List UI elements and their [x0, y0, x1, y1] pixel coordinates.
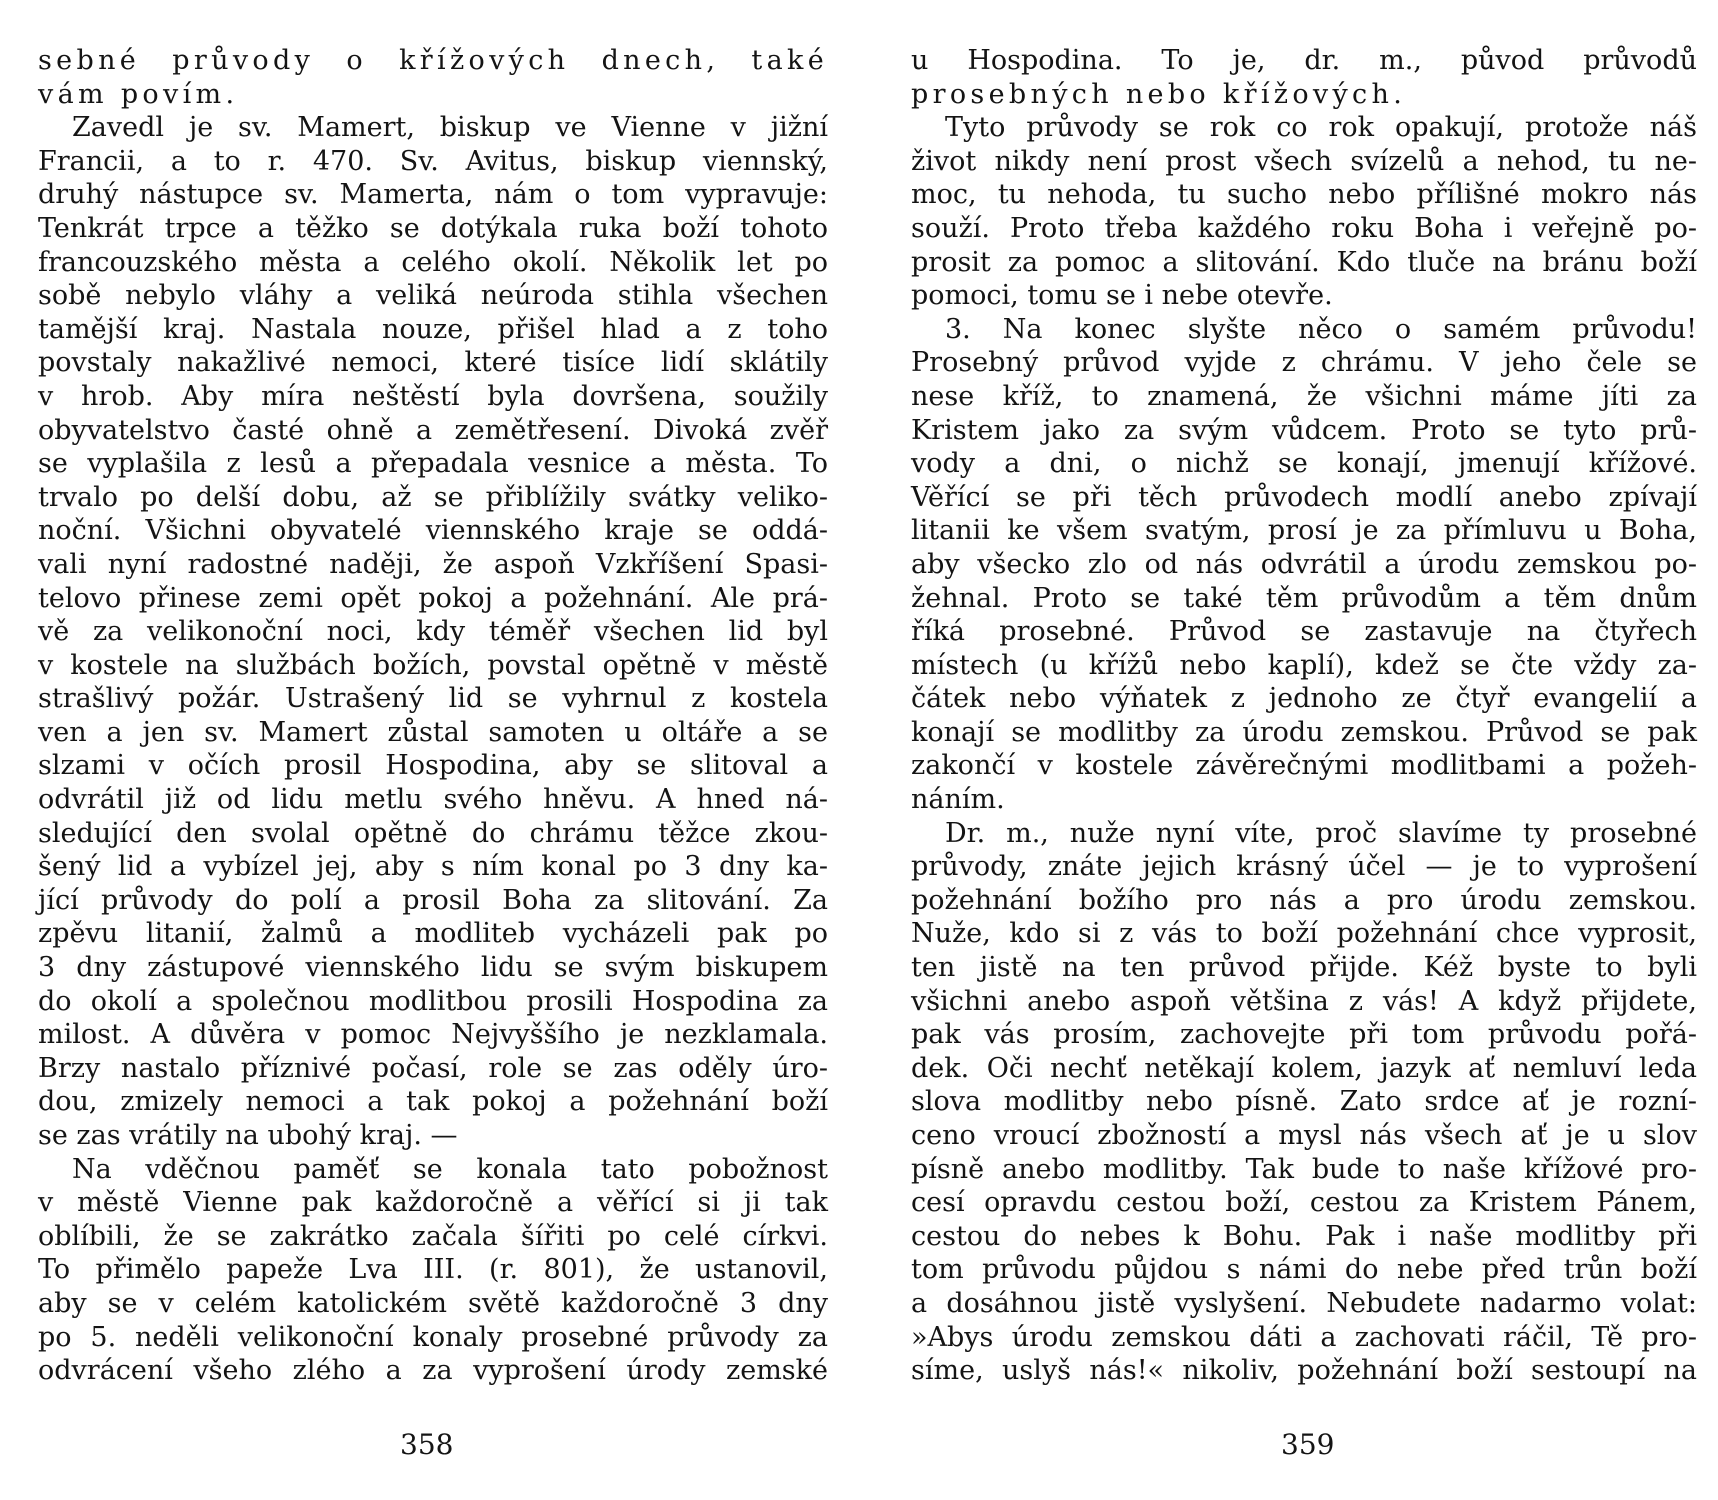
text-line: Tyto průvody se rok co rok opakují, protože náš	[945, 112, 1697, 144]
text-line: prosit za pomoc a slitování. Kdo tluče na bránu boží	[911, 246, 1697, 278]
page-number: 358	[400, 1428, 454, 1461]
text-line: jící průvody do polí a prosil Boha za slitování. Za	[38, 884, 828, 916]
text-line: vody a dni, o nichž se konají, jmenují křížové.	[911, 448, 1697, 480]
text-line: dek. Oči nechť netěkají kolem, jazyk ať nemluví leda	[911, 1052, 1697, 1084]
text-line: nese kříž, to znamená, že všichni máme jíti za	[911, 380, 1697, 412]
text-line: obyvatelstvo časté ohně a zemětřesení. Divoká zvěř	[38, 414, 828, 446]
text-line: To přimělo papeže Lva III. (r. 801), že ustanovil,	[38, 1254, 828, 1286]
text-line: milost. A důvěra v pomoc Nejvyššího je nezklamala.	[38, 1019, 828, 1051]
text-line: noční. Všichni obyvatelé viennského kraje se oddá-	[38, 515, 828, 547]
text-line: aby všecko zlo od nás odvrátil a úrodu zemskou po-	[911, 548, 1697, 580]
text-line: druhý nástupce sv. Mamerta, nám o tom vypravuje:	[38, 179, 828, 211]
text-line: vám povím.	[38, 78, 239, 110]
text-line: pomoci, tomu se i nebe otevře.	[911, 280, 1333, 312]
text-line: odvrácení všeho zlého a za vyprošení úrody zemské	[38, 1355, 828, 1387]
text-line: se vyplašila z lesů a přepadala vesnice a města. To	[38, 448, 828, 480]
text-line: v městě Vienne pak každoročně a věřící si ji tak	[38, 1187, 828, 1219]
text-line: místech (u křížů nebo kaplí), kdež se čte vždy za-	[911, 649, 1697, 681]
text-line: povstaly nakažlivé nemoci, které tisíce lidí sklátily	[38, 347, 828, 379]
text-line: se zas vrátily na ubohý kraj. —	[38, 1120, 458, 1151]
text-line: Brzy nastalo příznivé počasí, role se zas oděly úro-	[38, 1052, 828, 1084]
text-line: zpěvu litanií, žalmů a modliteb vycházeli pak po	[38, 918, 828, 950]
text-line: francouzského města a celého okolí. Několik let po	[38, 246, 828, 278]
text-line: 3. Na konec slyšte něco o samém průvodu!	[945, 313, 1697, 345]
right-page	[859, 0, 1718, 1500]
text-line: požehnání božího pro nás a pro úrodu zemskou.	[911, 884, 1697, 916]
text-line: náním.	[911, 784, 1005, 816]
text-line: ceno vroucí zbožností a mysl nás všech ať je u slov	[911, 1120, 1697, 1151]
text-line: oblíbili, že se zakrátko začala šířiti po celé církvi.	[38, 1220, 828, 1252]
text-line: ven a jen sv. Mamert zůstal samoten u oltáře a se	[38, 716, 828, 748]
text-line: trvalo po delší dobu, až se přiblížily svátky veliko-	[38, 481, 828, 513]
text-line: Dr. m., nuže nyní víte, proč slavíme ty prosebné	[945, 817, 1697, 849]
text-line: život nikdy není prost všech svízelů a nehod, tu ne-	[911, 145, 1697, 177]
text-line: říká prosebné. Průvod se zastavuje na čtyřech	[911, 616, 1697, 648]
text-line: a dosáhnou jistě vyslyšení. Nebudete nadarmo volat:	[911, 1287, 1697, 1319]
text-line: odvrátil již od lidu metlu svého hněvu. A hned ná-	[38, 784, 828, 816]
text-line: prosebných nebo křížových.	[911, 78, 1407, 110]
text-line: pak vás prosím, zachovejte při tom průvodu pořá-	[911, 1019, 1697, 1051]
text-line: Tenkrát trpce a těžko se dotýkala ruka boží tohoto	[38, 212, 828, 244]
text-line: dou, zmizely nemoci a tak pokoj a požehnání boží	[38, 1086, 828, 1118]
text-line: vě za velikonoční noci, kdy téměř všechen lid byl	[38, 616, 828, 648]
text-line: všichni anebo aspoň většina z vás! A když přijdete,	[911, 985, 1697, 1017]
text-line: zakončí v kostele závěrečnými modlitbami a požeh-	[911, 750, 1697, 782]
text-line: průvody, znáte jejich krásný účel — je to vyprošení	[911, 851, 1697, 883]
text-line: moc, tu nehoda, tu sucho nebo přílišné mokro nás	[911, 179, 1697, 211]
text-line: žehnal. Proto se také těm průvodům a těm dnům	[911, 582, 1697, 614]
text-line: Francii, a to r. 470. Sv. Avitus, biskup viennský,	[38, 145, 828, 177]
text-line: aby se v celém katolickém světě každoročně 3 dny	[38, 1287, 828, 1319]
text-line: slova modlitby nebo písně. Zato srdce ať je rozní-	[911, 1086, 1697, 1118]
text-line: telovo přinese zemi opět pokoj a požehnání. Ale prá-	[38, 582, 828, 614]
text-line: »Abys úrodu zemskou dáti a zachovati ráčil, Tě pro-	[911, 1321, 1697, 1353]
left-page-text	[38, 44, 828, 1388]
text-line: sobě nebylo vláhy a veliká neúroda stihla všechen	[38, 280, 828, 312]
text-line: vali nyní radostné naději, že aspoň Vzkříšení Spasi-	[38, 548, 828, 580]
text-line: litanii ke všem svatým, prosí je za přímluvu u Boha,	[911, 515, 1697, 547]
text-line: sledující den svolal opětně do chrámu těžce zkou-	[38, 817, 828, 849]
text-line: ten jistě na ten průvod přijde. Kéž byste to byli	[911, 952, 1697, 984]
text-line: cesí opravdu cestou boží, cestou za Kristem Pánem,	[911, 1187, 1697, 1219]
text-line: u Hospodina. To je, dr. m., původ průvodů	[911, 45, 1697, 76]
text-line: Věřící se při těch průvodech modlí anebo zpívají	[911, 481, 1697, 513]
text-line: Na vděčnou paměť se konala tato pobožnost	[72, 1153, 828, 1185]
text-line: sebné průvody o křížových dnech, také	[38, 45, 828, 76]
text-line: síme, uslyš nás!« nikoliv, požehnání boží sestoupí na	[911, 1355, 1697, 1387]
text-line: písně anebo modlitby. Tak bude to naše křížové pro-	[911, 1153, 1697, 1185]
text-line: šený lid a vybízel jej, aby s ním konal po 3 dny ka-	[38, 851, 828, 883]
text-line: tamější kraj. Nastala nouze, přišel hlad a z toho	[38, 313, 828, 345]
text-line: do okolí a společnou modlitbou prosili Hospodina za	[38, 985, 828, 1017]
text-line: 3 dny zástupové viennského lidu se svým biskupem	[38, 952, 828, 984]
text-line: po 5. neděli velikonoční konaly prosebné průvody za	[38, 1321, 828, 1353]
text-line: cestou do nebes k Bohu. Pak i naše modlitby při	[911, 1220, 1697, 1252]
text-line: čátek nebo výňatek z jednoho ze čtyř evangelií a	[911, 683, 1697, 715]
text-line: Zavedl je sv. Mamert, biskup ve Vienne v jižní	[72, 112, 828, 144]
text-line: v hrob. Aby míra neštěstí byla dovršena, soužily	[38, 380, 828, 412]
text-line: Nuže, kdo si z vás to boží požehnání chce vyprosit,	[911, 918, 1697, 950]
page-number: 359	[1281, 1428, 1335, 1461]
text-line: Prosebný průvod vyjde z chrámu. V jeho čele se	[911, 347, 1697, 379]
text-line: slzami v očích prosil Hospodina, aby se slitoval a	[38, 750, 828, 782]
text-line: konají se modlitby za úrodu zemskou. Průvod se pak	[911, 716, 1697, 748]
text-line: v kostele na službách božích, povstal opětně v městě	[38, 649, 828, 681]
text-line: tom průvodu půjdou s námi do nebe před trůn boží	[911, 1254, 1697, 1286]
text-line: strašlivý požár. Ustrašený lid se vyhrnul z kostela	[38, 683, 828, 715]
text-line: Kristem jako za svým vůdcem. Proto se tyto prů-	[911, 414, 1697, 446]
right-page-text	[911, 44, 1697, 1388]
text-line: souží. Proto třeba každého roku Boha i veřejně po-	[911, 212, 1697, 244]
